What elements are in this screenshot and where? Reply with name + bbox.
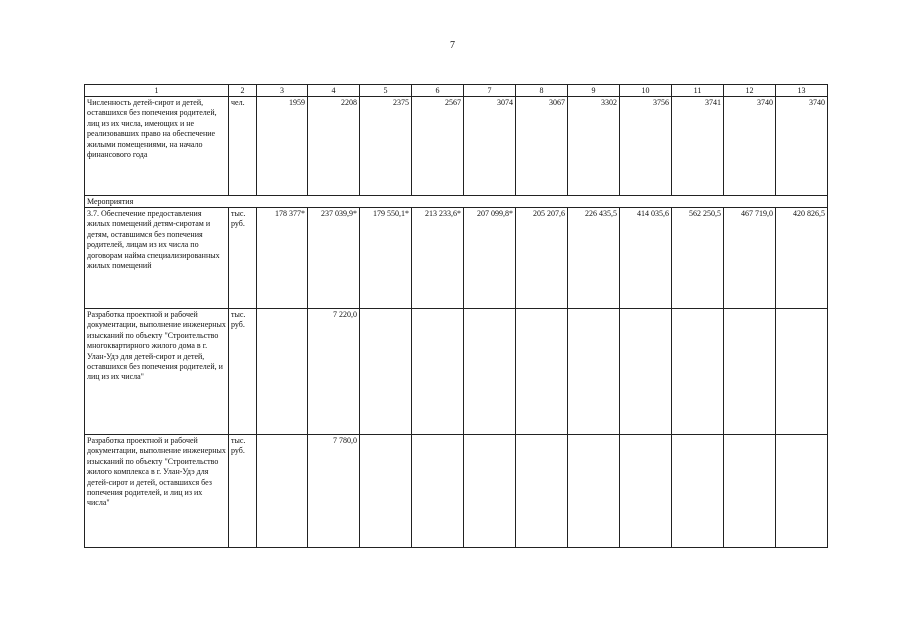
cell-value (724, 435, 776, 548)
row-name: Разработка проектной и рабочей документации, выполнение инженерных изысканий по объекту "Строительство многоквартирного жилого дома в г. Улан-Удэ для детей-сирот и детей, оставшихся без попечения родителей, и лиц из их числа" (85, 309, 229, 435)
column-number-4: 4 (308, 85, 360, 97)
section-row (85, 196, 828, 208)
column-number-6: 6 (412, 85, 464, 97)
column-number-7: 7 (464, 85, 516, 97)
section-title: Мероприятия (85, 196, 828, 208)
cell-value: 3756 (620, 97, 672, 196)
cell-value (672, 435, 724, 548)
table-row (85, 309, 828, 435)
cell-value: 467 719,0 (724, 208, 776, 309)
cell-value: 213 233,6* (412, 208, 464, 309)
table-row (85, 208, 828, 309)
column-number-13: 13 (776, 85, 828, 97)
cell-value: 3074 (464, 97, 516, 196)
column-number-5: 5 (360, 85, 412, 97)
cell-value: 3741 (672, 97, 724, 196)
cell-value: 237 039,9* (308, 208, 360, 309)
cell-value: 3740 (776, 97, 828, 196)
cell-value (568, 309, 620, 435)
cell-value (724, 309, 776, 435)
row-unit: чел. (229, 97, 257, 196)
cell-value (776, 435, 828, 548)
row-unit: тыс. руб. (229, 309, 257, 435)
row-unit: тыс. руб. (229, 208, 257, 309)
cell-value: 7 780,0 (308, 435, 360, 548)
column-number-11: 11 (672, 85, 724, 97)
cell-value (360, 435, 412, 548)
table-row (85, 435, 828, 548)
row-name: Разработка проектной и рабочей документации, выполнение инженерных изысканий по объекту "Строительство жилого комплекса в г. Улан-Удэ для детей-сирот и детей, оставшихся без попечения родителей, и лиц из их числа" (85, 435, 229, 548)
cell-value: 207 099,8* (464, 208, 516, 309)
cell-value (776, 309, 828, 435)
column-number-12: 12 (724, 85, 776, 97)
cell-value (360, 309, 412, 435)
cell-value (412, 435, 464, 548)
column-number-1: 1 (85, 85, 229, 97)
column-number-10: 10 (620, 85, 672, 97)
cell-value (464, 309, 516, 435)
column-number-9: 9 (568, 85, 620, 97)
cell-value (516, 435, 568, 548)
cell-value: 205 207,6 (516, 208, 568, 309)
cell-value: 414 035,6 (620, 208, 672, 309)
cell-value: 562 250,5 (672, 208, 724, 309)
cell-value: 1959 (257, 97, 308, 196)
row-unit: тыс. руб. (229, 435, 257, 548)
column-number-2: 2 (229, 85, 257, 97)
cell-value (568, 435, 620, 548)
cell-value (464, 435, 516, 548)
row-name: Численность детей-сирот и детей, оставшихся без попечения родителей, лиц из их числа, имеющих и не реализовавших право на обеспечение жилыми помещениями, на начало финансового года (85, 97, 229, 196)
cell-value (257, 435, 308, 548)
cell-value (620, 435, 672, 548)
cell-value: 3740 (724, 97, 776, 196)
table-row (85, 97, 828, 196)
cell-value: 7 220,0 (308, 309, 360, 435)
cell-value (516, 309, 568, 435)
column-number-3: 3 (257, 85, 308, 97)
page-number: 7 (450, 40, 455, 51)
cell-value: 2375 (360, 97, 412, 196)
cell-value: 178 377* (257, 208, 308, 309)
row-name: 3.7. Обеспечение предоставления жилых помещений детям-сиротам и детям, оставшимся без попечения родителей, лицам из их числа по договорам найма специализированных жилых помещений (85, 208, 229, 309)
cell-value (620, 309, 672, 435)
data-table (84, 84, 828, 548)
cell-value (672, 309, 724, 435)
cell-value: 420 826,5 (776, 208, 828, 309)
cell-value: 3067 (516, 97, 568, 196)
cell-value: 2208 (308, 97, 360, 196)
cell-value: 3302 (568, 97, 620, 196)
cell-value: 179 550,1* (360, 208, 412, 309)
cell-value (257, 309, 308, 435)
cell-value (412, 309, 464, 435)
column-number-8: 8 (516, 85, 568, 97)
cell-value: 2567 (412, 97, 464, 196)
column-number-row (85, 85, 828, 97)
cell-value: 226 435,5 (568, 208, 620, 309)
